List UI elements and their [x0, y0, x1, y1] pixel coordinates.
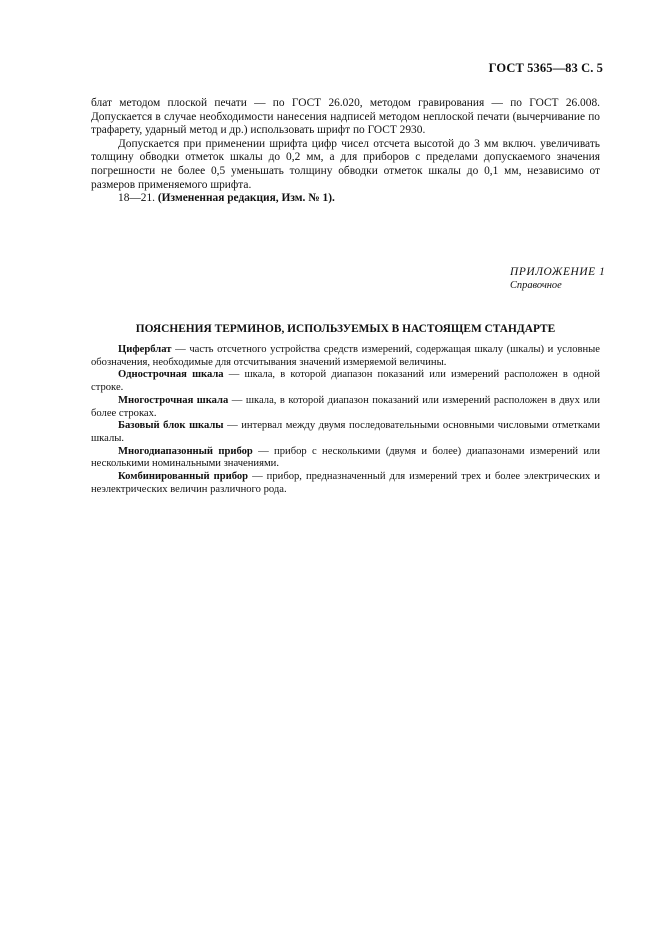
appendix-title: ПРИЛОЖЕНИЕ 1: [510, 266, 606, 278]
term-text: — прибор с несколькими (двумя и более) диапазонами измерений или несколькими номинальными значениями.: [91, 445, 600, 470]
term-text: — интервал между двумя последовательными основными числовыми отметками шкалы.: [91, 420, 600, 444]
term-text: — часть отсчетного устройства средств измерений, содержащая шкалу (шкалы) и условные обозначения, необходимые для отсчитывания значений измеряемой величины.: [91, 344, 600, 368]
terms-list: [91, 344, 600, 496]
term-text: — шкала, в которой диапазон показаний или измерений расположен в одной строке.: [91, 369, 600, 394]
term-definition: [91, 420, 600, 445]
term-definition: [91, 344, 600, 369]
term-name: Комбинированный прибор: [118, 471, 249, 483]
edition-note: [91, 192, 600, 206]
appendix-subtitle: Справочное: [510, 280, 562, 291]
term-name: Многострочная шкала: [118, 394, 229, 406]
term-name: Циферблат: [118, 344, 172, 355]
term-definition: [91, 446, 600, 471]
term-name: Однострочная шкала: [118, 369, 224, 381]
section-title: ПОЯСНЕНИЯ ТЕРМИНОВ, ИСПОЛЬЗУЕМЫХ В НАСТОЯЩЕМ СТАНДАРТЕ: [135, 323, 556, 335]
main-text: [91, 97, 600, 206]
term-name: Многодиапазонный прибор: [118, 445, 253, 457]
term-text: — шкала, в которой диапазон показаний или измерений расположен в двух или более строках.: [91, 394, 600, 419]
term-text: — прибор, предназначенный для измерений трех и более электрических и неэлектрических величин различного рода.: [91, 471, 600, 495]
paragraph: блат методом плоской печати — по ГОСТ 26.020, методом гравирования — по ГОСТ 26.008. Допускается в случае необходимости нанесения надписей методом неплоской печати (вычерчивание по трафарету, ударный метод и др.) использовать шрифт по ГОСТ 2930.: [91, 97, 600, 137]
term-definition: [91, 395, 600, 420]
term-name: Базовый блок шкалы: [118, 420, 224, 432]
paragraph: Допускается при применении шрифта цифр чисел отсчета высотой до 3 мм включ. увеличивать толщину обводки отметок шкалы до 0,2 мм, а для приборов с пределами допускаемого значения погрешности не более 0,5 уменьшать толщину обводки отметок шкалы до 0,1 мм, независимо от размеров применяемого шрифта.: [91, 137, 600, 191]
edition-note-text: (Измененная редакция, Изм. № 1).: [157, 192, 335, 205]
appendix-label: [510, 266, 605, 292]
term-definition: [91, 369, 600, 394]
term-definition: [91, 471, 600, 496]
page-header: ГОСТ 5365—83 С. 5: [488, 61, 603, 75]
edition-note-number: 18—21.: [118, 192, 156, 205]
